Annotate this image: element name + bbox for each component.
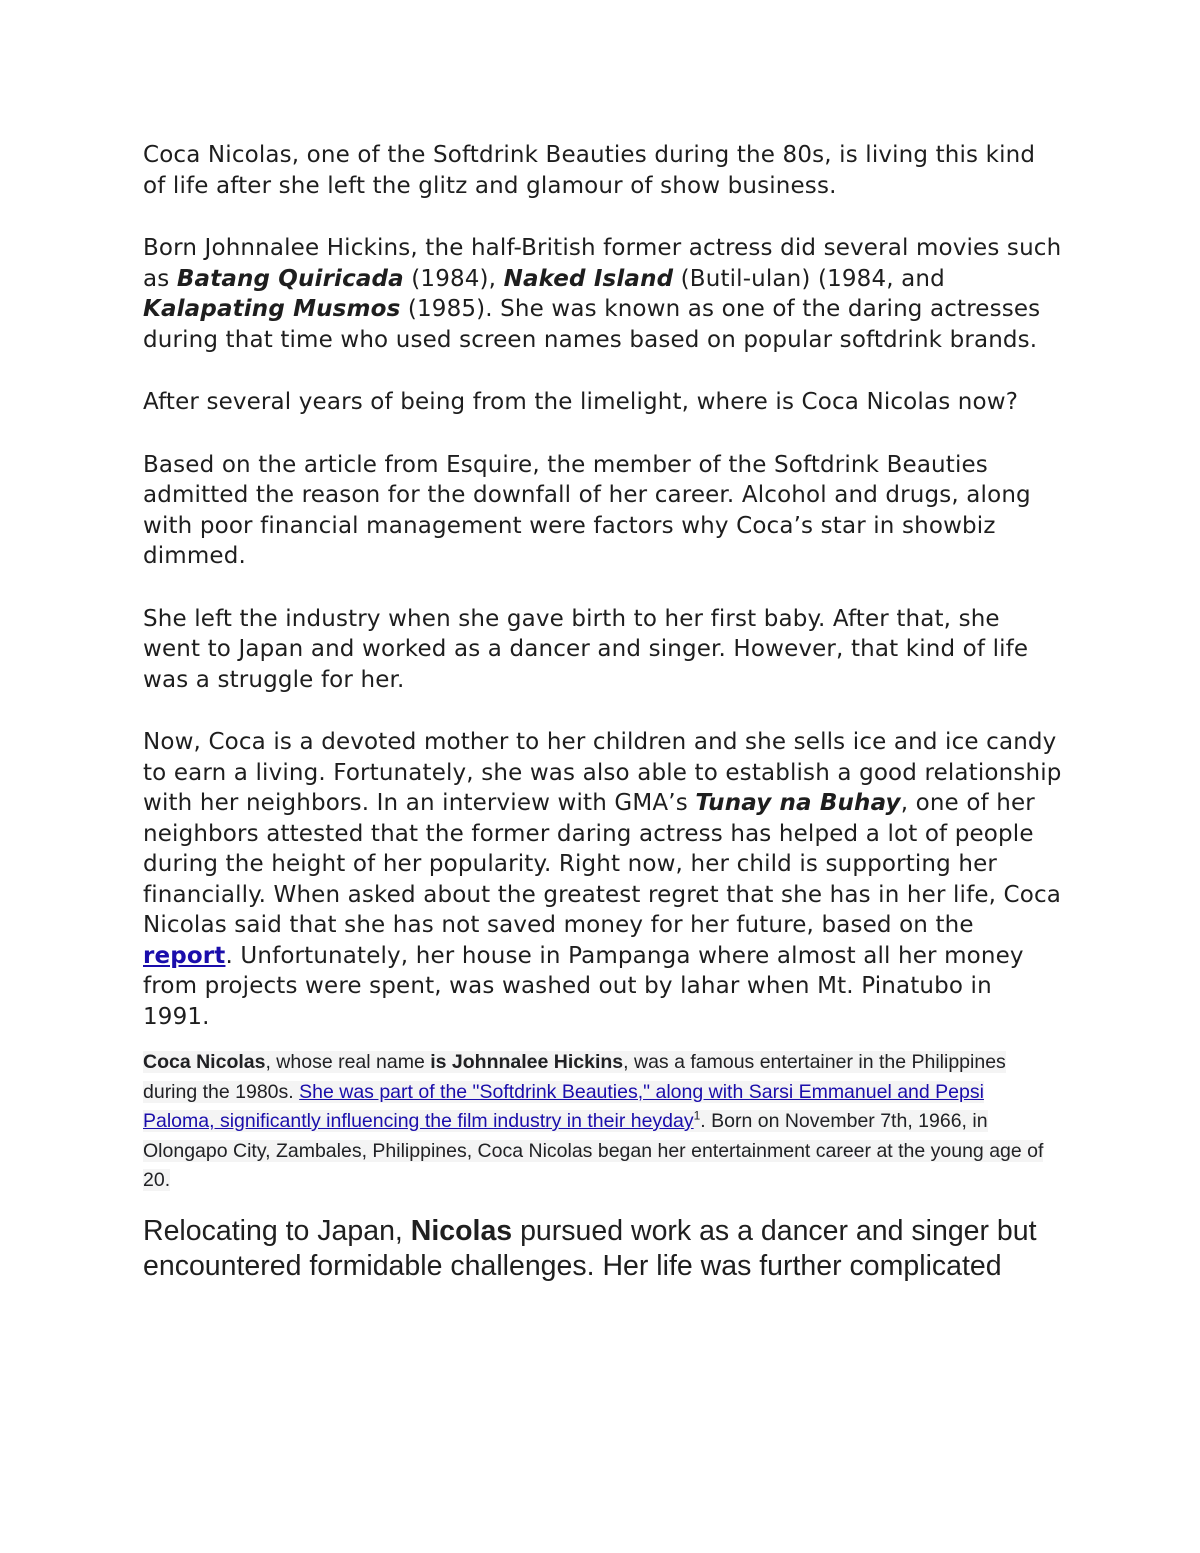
text-segment: . Unfortunately, her house in Pampanga where almost all her money from projects were spent, was washed out by lahar when Mt. Pinatubo in 1991. <box>143 942 1024 1030</box>
film-title: Kalapating Musmos <box>143 296 401 322</box>
text-segment: (Butil-ulan) (1984, and <box>673 265 945 292</box>
text-segment: , one of her neighbors attested that the former daring actress has helped a lot of people during the height of her popularity. Right now, her child is supporting her financially. When asked about the greatest regret that she has in her life, Coca Nicolas said that she has not saved money for her future, based on the <box>143 790 1062 938</box>
text-segment: (1984), <box>403 265 504 292</box>
paragraph-biography <box>143 1048 1058 1196</box>
paragraph-filmography <box>143 233 1063 355</box>
paragraph-question: After several years of being from the limelight, where is Coca Nicolas now? <box>143 389 1019 415</box>
text-segment: Relocating to Japan, <box>143 1214 411 1247</box>
show-title: Tunay na Buhay <box>695 790 901 816</box>
text-segment: , whose real name <box>265 1051 431 1073</box>
bold-is: is <box>430 1051 447 1073</box>
text-segment: (1985). She was known as one of the daring actresses during that time who used screen names based on popular softdrink brands. <box>143 296 1041 353</box>
report-link[interactable]: report <box>143 942 226 969</box>
paragraph-intro: Coca Nicolas, one of the Softdrink Beauties during the 80s, is living this kind of life after she left the glitz and glamour of show business. <box>143 142 1036 199</box>
document-page <box>143 140 1063 1284</box>
text-segment: . Born on November 7th, 1966, in Olongapo City, Zambales, Philippines, Coca Nicolas began her entertainment career at the young age of 20. <box>143 1110 1044 1191</box>
text-segment: Born Johnnalee Hickins, the half-British former actress did several movies such as <box>143 235 1062 292</box>
bold-name: Coca Nicolas <box>143 1051 266 1073</box>
bold-real-name: Johnnalee Hickins <box>451 1051 624 1073</box>
paragraph-now <box>143 727 1063 1032</box>
text-segment: , was a famous entertainer in the Philippines during the 1980s. <box>143 1051 1006 1103</box>
paragraph-esquire: Based on the article from Esquire, the member of the Softdrink Beauties admitted the reason for the downfall of her career. Alcohol and drugs, along with poor financial management were factors why Coca’s star in showbiz dimmed. <box>143 451 1031 569</box>
paragraph-japan: She left the industry when she gave birth to her first baby. After that, she went to Japan and worked as a dancer and singer. However, that kind of life was a struggle for her. <box>143 605 1029 693</box>
bold-name: Nicolas <box>410 1214 513 1247</box>
film-title: Batang Quiricada <box>176 265 404 292</box>
paragraph-relocating <box>143 1214 1063 1284</box>
text-segment: pursued work as a dancer and singer but encountered formidable challenges. Her life was further complicated <box>143 1214 1037 1282</box>
softdrink-beauties-link[interactable]: She was part of the "Softdrink Beauties," along with Sarsi Emmanuel and Pepsi Paloma, significantly influencing the film industry in their heyday <box>143 1080 984 1132</box>
film-title: Naked Island <box>503 265 674 292</box>
footnote-marker[interactable]: 1 <box>693 1108 701 1123</box>
text-segment: Now, Coca is a devoted mother to her children and she sells ice and ice candy to earn a living. Fortunately, she was also able to establish a good relationship with her neighbors. In an interview with GMA’s <box>143 729 1062 816</box>
